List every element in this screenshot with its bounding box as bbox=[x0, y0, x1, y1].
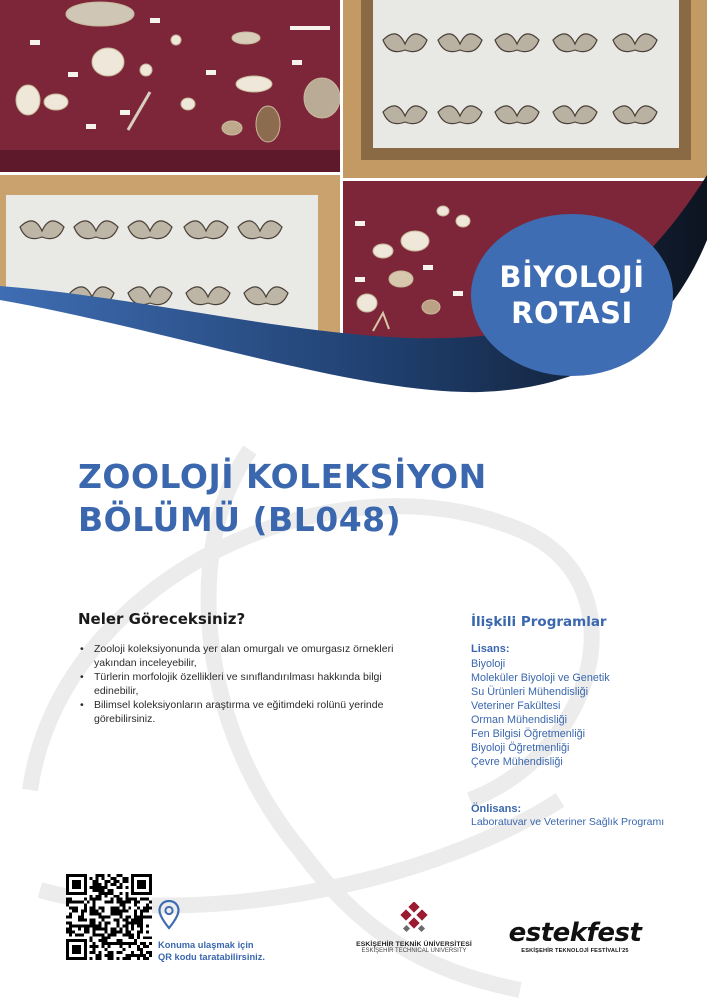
university-name-en: ESKİŞEHİR TECHNICAL UNIVERSITY bbox=[361, 948, 467, 954]
program-item: Su Ürünleri Mühendisliği bbox=[471, 686, 589, 698]
lisans-program-list bbox=[471, 657, 610, 769]
university-emblem-icon bbox=[397, 902, 431, 936]
onlisans-heading: Önlisans: bbox=[471, 803, 522, 815]
qr-caption-line1: Konuma ulaşmak için bbox=[158, 940, 254, 950]
university-name: ESKİŞEHİR TEKNİK ÜNİVERSİTESİ bbox=[356, 941, 472, 948]
qr-caption-line2: QR kodu taratabilirsiniz. bbox=[158, 952, 265, 962]
lisans-heading: Lisans: bbox=[471, 643, 510, 655]
location-pin-icon bbox=[158, 900, 180, 930]
what-you-see-list bbox=[78, 642, 418, 726]
university-logo bbox=[352, 902, 476, 954]
route-badge bbox=[471, 214, 673, 376]
program-item: Moleküler Biyoloji ve Genetik bbox=[471, 672, 610, 684]
qr-caption bbox=[158, 939, 265, 963]
page-title bbox=[78, 455, 487, 541]
what-you-see-heading: Neler Göreceksiniz? bbox=[78, 610, 246, 628]
page-title-line2: BÖLÜMÜ (BL048) bbox=[78, 500, 402, 539]
qr-code[interactable] bbox=[66, 874, 152, 960]
list-item: • Zooloji koleksiyonunda yer alan omurgalı ve omurgasız örnekleri yakından inceleyebilir, bbox=[78, 642, 418, 670]
festival-subtitle: ESKİŞEHİR TEKNOLOJİ FESTİVALİ'25 bbox=[521, 948, 629, 954]
program-item: Fen Bilgisi Öğretmenliği bbox=[471, 728, 586, 740]
list-item: • Bilimsel koleksiyonların araştırma ve eğitimdeki rolünü yerinde görebilirsiniz. bbox=[78, 698, 418, 726]
program-item: Biyoloji Öğretmenliği bbox=[471, 742, 570, 754]
route-badge-line2: ROTASI bbox=[511, 296, 633, 330]
related-programs-heading: İlişkili Programlar bbox=[471, 614, 607, 630]
program-item: Laboratuvar ve Veteriner Sağlık Programı bbox=[471, 816, 665, 828]
page-title-line1: ZOOLOJİ KOLEKSİYON bbox=[78, 457, 487, 496]
festival-logo bbox=[493, 918, 657, 954]
program-item: Çevre Mühendisliği bbox=[471, 756, 563, 768]
route-badge-line1: BİYOLOJİ bbox=[499, 260, 645, 294]
program-item: Veteriner Fakültesi bbox=[471, 700, 561, 712]
program-item: Biyoloji bbox=[471, 658, 506, 670]
list-item: • Türlerin morfolojik özellikleri ve sınıflandırılması hakkında bilgi edinebilir, bbox=[78, 670, 418, 698]
festival-name: estekfest bbox=[508, 918, 642, 948]
program-item: Orman Mühendisliği bbox=[471, 714, 568, 726]
